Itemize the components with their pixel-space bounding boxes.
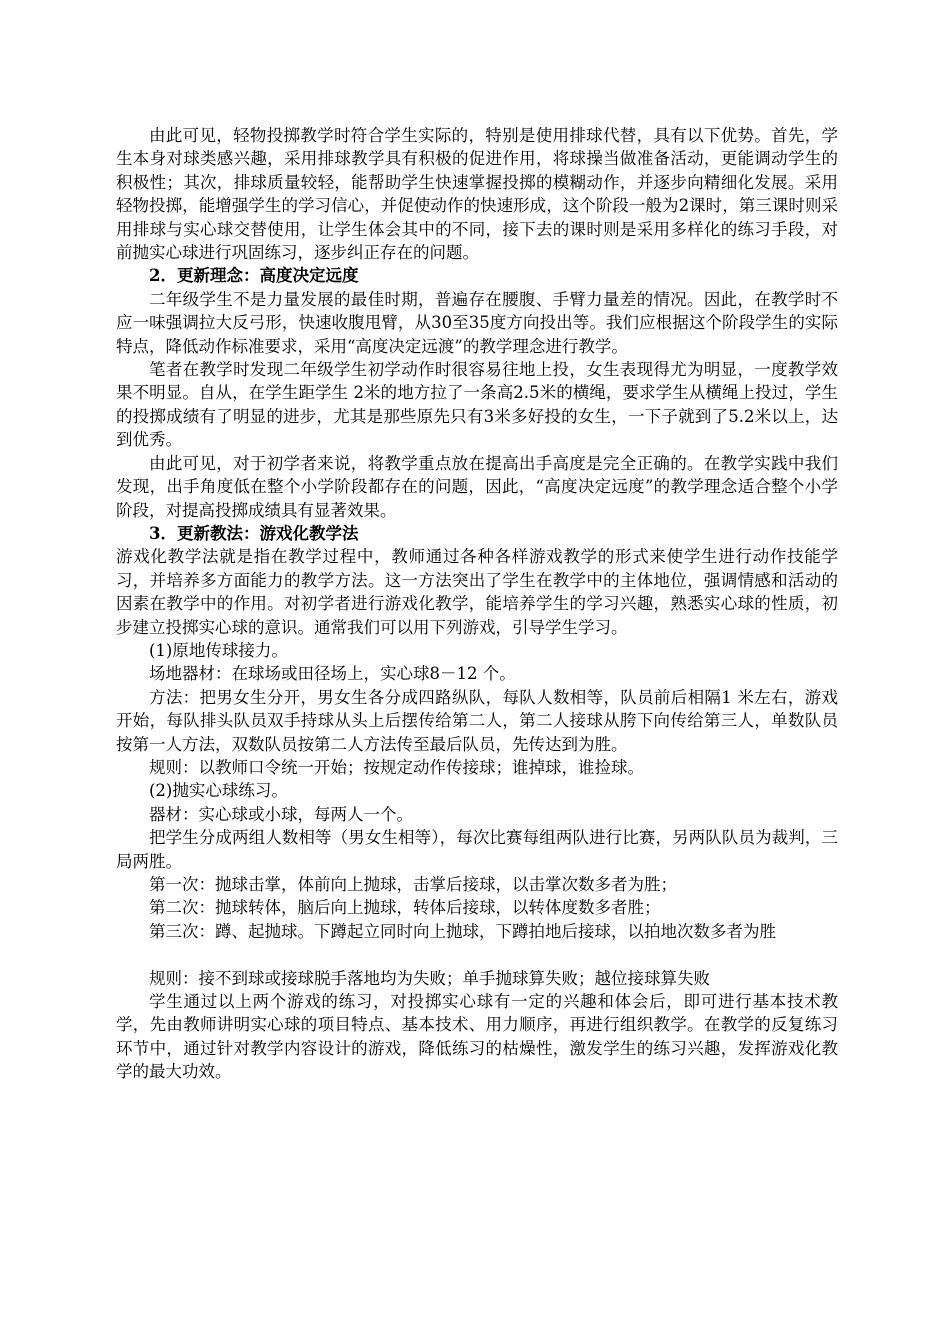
document-body xyxy=(116,124,838,1084)
game-2-round-2: 第二次：抛球转体，脑后向上抛球，转体后接球，以转体度数多者胜； xyxy=(149,898,661,918)
paragraph-rope-experiment: 笔者在教学时发现二年级学生初学动作时很容易往地上投，女生表现得尤为明显，一度教学效果不明显。自从，在学生距学生 2米的地方拉了一条高2.5米的横绳，要求学生从横绳上投过，学生的投掷成绩有了明显的进步，尤其是那些原先只有3米多好投的女生，一下子就到了5.2米以上，达到优秀。 xyxy=(116,360,838,450)
game-2-rules: 规则：接不到球或接球脱手落地均为失败；单手抛球算失败；越位接球算失败 xyxy=(149,968,710,988)
paragraph-grade-two-strength: 二年级学生不是力量发展的最佳时期，普遍存在腰腹、手臂力量差的情况。因此，在教学时不应一味强调拉大反弓形，快速收腹甩臂，从30至35度方向投出等。我们应根据这个阶段学生的实际特点，降低动作标准要求，采用“高度决定远渡”的教学理念进行教学。 xyxy=(116,289,838,356)
paragraph-light-object-advantages: 由此可见，轻物投掷教学时符合学生实际的，特别是使用排球代替，具有以下优势。首先，学生本身对球类感兴趣，采用排球教学具有积极的促进作用，将球操当做准备活动，更能调动学生的积极性；其次，排球质量较轻，能帮助学生快速掌握投掷的模糊动作，并逐步向精细化发展。采用轻物投掷，能增强学生的学习信心，并促使动作的快速形成，这个阶段一般为2课时，第三课时则采用排球与实心球交替使用，让学生体会其中的不同，接下去的课时则是采用多样化的练习手段，对前抛实心球进行巩固练习，逐步纠正存在的问题。 xyxy=(116,126,838,263)
paragraph-game-teaching-definition: 游戏化教学法就是指在教学过程中，教师通过各种各样游戏教学的形式来使学生进行动作技能学习，并培养多方面能力的教学方法。这一方法突出了学生在教学中的主体地位，强调情感和活动的因素在教学中的作用。对初学者进行游戏化教学，能培养学生的学习兴趣，熟悉实心球的性质，初步建立投掷实心球的意识。通常我们可以用下列游戏，引导学生学习。 xyxy=(116,547,838,637)
blank-line xyxy=(116,943,838,966)
game-1-rules: 规则：以教师口令统一开始；按规定动作传接球；谁掉球，谁捡球。 xyxy=(149,757,644,777)
section-heading-game-teaching: 3．更新教法：游戏化教学法 xyxy=(149,523,359,543)
game-2-equipment: 器材：实心球或小球，每两人一个。 xyxy=(149,804,413,824)
paragraph-release-height-conclusion: 由此可见，对于初学者来说，将教学重点放在提高出手高度是完全正确的。在教学实践中我们发现，出手角度低在整个小学阶段都存在的问题，因此，“高度决定远度”的教学理念适合整个小学阶段，对提高投掷成绩具有显著效果。 xyxy=(116,453,838,520)
game-1-title: (1)原地传球接力。 xyxy=(149,640,288,660)
game-1-method: 方法：把男女生分开，男女生各分成四路纵队，每队人数相等，队员前后相隔1 米左右，游戏开始，每队排头队员双手持球从头上后摆传给第二人，第二人接球从胯下向传给第三人，单数队员按第一人方法，双数队员按第二人方法传至最后队员，先传达到为胜。 xyxy=(116,687,838,754)
game-2-round-1: 第一次：抛球击掌，体前向上抛球，击掌后接球，以击掌次数多者为胜； xyxy=(149,875,677,894)
section-heading-height-determines-distance: 2．更新理念：高度决定远度 xyxy=(149,266,359,286)
game-2-round-3: 第三次：蹲、起抛球。下蹲起立同时向上抛球，下蹲拍地后接球，以拍地次数多者为胜 xyxy=(149,921,776,941)
game-2-title: (2)抛实心球练习。 xyxy=(149,781,288,801)
paragraph-summary: 学生通过以上两个游戏的练习，对投掷实心球有一定的兴趣和体会后，即可进行基本技术教学，先由教师讲明实心球的项目特点、基本技术、用力顺序，再进行组织教学。在教学的反复练习环节中，通过针对教学内容设计的游戏，降低练习的枯燥性，激发学生的练习兴趣，发挥游戏化教学的最大功效。 xyxy=(116,992,838,1082)
game-2-grouping: 把学生分成两组人数相等（男女生相等），每次比赛每组两队进行比赛，另两队队员为裁判，三局两胜。 xyxy=(116,828,838,871)
game-1-equipment: 场地器材：在球场或田径场上，实心球8－12 个。 xyxy=(149,664,516,684)
